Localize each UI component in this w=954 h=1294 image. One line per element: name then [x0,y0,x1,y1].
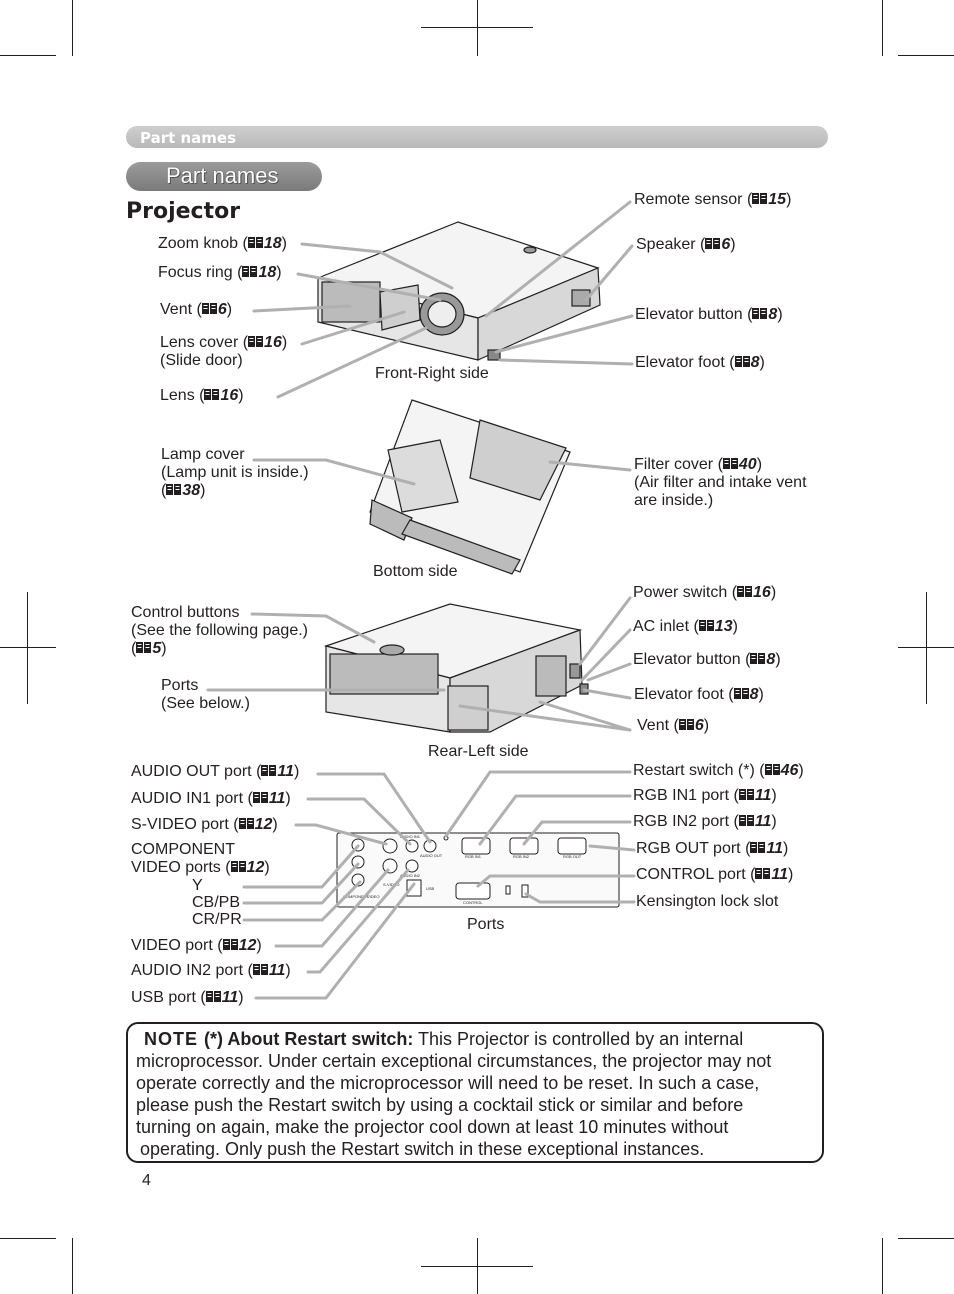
page-number: 4 [142,1172,151,1189]
front-right-projector-drawing [318,222,600,360]
panel-rgb-in2: RGB IN2 [513,854,530,859]
book-icon [253,964,268,976]
book-icon [737,586,752,598]
panel-rgb-in1: RGB IN1 [465,854,482,859]
label-rgb-in1: RGB IN1 port ( 11) [633,787,777,804]
book-icon [752,308,767,320]
book-icon [223,939,238,951]
book-icon [239,818,254,830]
label-y: Y [192,877,203,894]
label-restart-switch: Restart switch (*) ( 46) [633,762,804,779]
panel-control: CONTROL [463,900,483,905]
label-audio-out: AUDIO OUT port ( 11) [131,763,300,780]
note-line-4: please push the Restart switch by using a cocktail stick or similar and before [136,1095,744,1115]
note-tag: NOTE [144,1029,199,1049]
note-heading: (*) About Restart switch: [204,1029,414,1049]
label-ac-inlet: AC inlet ( 13) [633,618,738,635]
note-line-6: operating. Only push the Restart switch in these exceptional instances. [140,1139,705,1159]
label-focus-ring: Focus ring ( 18) [158,264,282,281]
panel-component: COMPONENT [343,894,369,899]
label-lamp-cover: Lamp cover (Lamp unit is inside.) ( 38) [161,446,309,499]
caption-front-right: Front-Right side [375,365,489,382]
section-header-label: Part names [140,129,237,147]
label-component: COMPONENT VIDEO ports ( 12) [131,841,270,876]
panel-rgb-out: RGB OUT [563,854,582,859]
label-cr-pr: CR/PR [192,911,242,928]
label-kensington-lock-slot: Kensington lock slot [636,893,779,910]
note-line-3: operate correctly and the microprocessor will need to be reset. In such a case, [136,1073,760,1093]
label-elevator-button-rear: Elevator button ( 8) [633,651,781,668]
book-icon [705,238,720,250]
book-icon [750,842,765,854]
label-video: VIDEO port ( 12) [131,937,262,954]
label-audio-in2: AUDIO IN2 port ( 11) [131,962,291,979]
label-rgb-out: RGB OUT port ( 11) [636,840,789,857]
book-icon [166,484,181,496]
book-icon [752,193,767,205]
panel-audio-out: AUDIO OUT [420,853,443,858]
panel-audio-in2: AUDIO IN2 [400,873,421,878]
restart-note-box [126,1022,824,1163]
book-icon [699,620,714,632]
note-line-1: NOTE (*) About Restart switch: This Projector is controlled by an internal [144,1029,744,1049]
label-elevator-button-front: Elevator button ( 8) [635,306,783,323]
label-vent-front: Vent ( 6) [160,301,233,318]
book-icon [202,303,217,315]
label-vent-rear: Vent ( 6) [637,717,710,734]
book-icon [755,868,770,880]
label-lens-cover: Lens cover ( 16) (Slide door) [160,334,288,369]
book-icon [204,389,219,401]
label-control-buttons: Control buttons (See the following page.) ( 5) [131,604,308,657]
note-line-5: turning on again, make the projector cool down at least 10 minutes without [136,1117,729,1137]
book-icon [739,789,754,801]
label-power-switch: Power switch ( 16) [633,584,777,601]
label-elevator-foot-rear: Elevator foot ( 8) [634,686,764,703]
book-icon [253,792,268,804]
label-cb-pb: CB/PB [192,894,241,911]
panel-video: VIDEO [367,894,380,899]
panel-audio-in1: AUDIO IN1 [400,834,421,839]
caption-ports: Ports [467,916,505,933]
book-icon [735,356,750,368]
label-speaker: Speaker ( 6) [636,236,736,253]
book-icon [248,237,263,249]
label-ports-rear: Ports (See below.) [161,677,250,712]
book-icon [723,458,738,470]
label-usb: USB port ( 11) [131,989,244,1006]
label-rgb-in2: RGB IN2 port ( 11) [633,813,777,830]
caption-rear-left: Rear-Left side [428,743,529,760]
label-lens: Lens ( 16) [160,387,244,404]
panel-svideo: S-VIDEO [383,882,400,887]
book-icon [679,719,694,731]
bottom-projector-drawing [370,400,570,574]
book-icon [206,991,221,1003]
book-icon [248,336,263,348]
label-filter-cover: Filter cover ( 40) (Air filter and intake vent are inside.) [634,456,807,509]
page-title: Part names [166,163,279,188]
label-s-video: S-VIDEO port ( 12) [131,816,278,833]
book-icon [739,815,754,827]
note-line-2: microprocessor. Under certain exceptional circumstances, the projector may not [136,1051,772,1071]
label-audio-in1: AUDIO IN1 port ( 11) [131,790,291,807]
book-icon [750,653,765,665]
book-icon [231,861,246,873]
book-icon [261,765,276,777]
book-icon [242,266,257,278]
panel-usb: USB [426,886,435,891]
book-icon [136,642,151,654]
projector-heading: Projector [126,199,241,224]
label-remote-sensor: Remote sensor ( 15) [634,191,792,208]
book-icon [765,764,780,776]
label-control-port: CONTROL port ( 11) [636,866,794,883]
label-zoom-knob: Zoom knob ( 18) [158,235,287,252]
book-icon [734,688,749,700]
caption-bottom: Bottom side [373,563,458,580]
label-elevator-foot-front: Elevator foot ( 8) [635,354,765,371]
rear-left-projector-drawing [326,604,588,732]
